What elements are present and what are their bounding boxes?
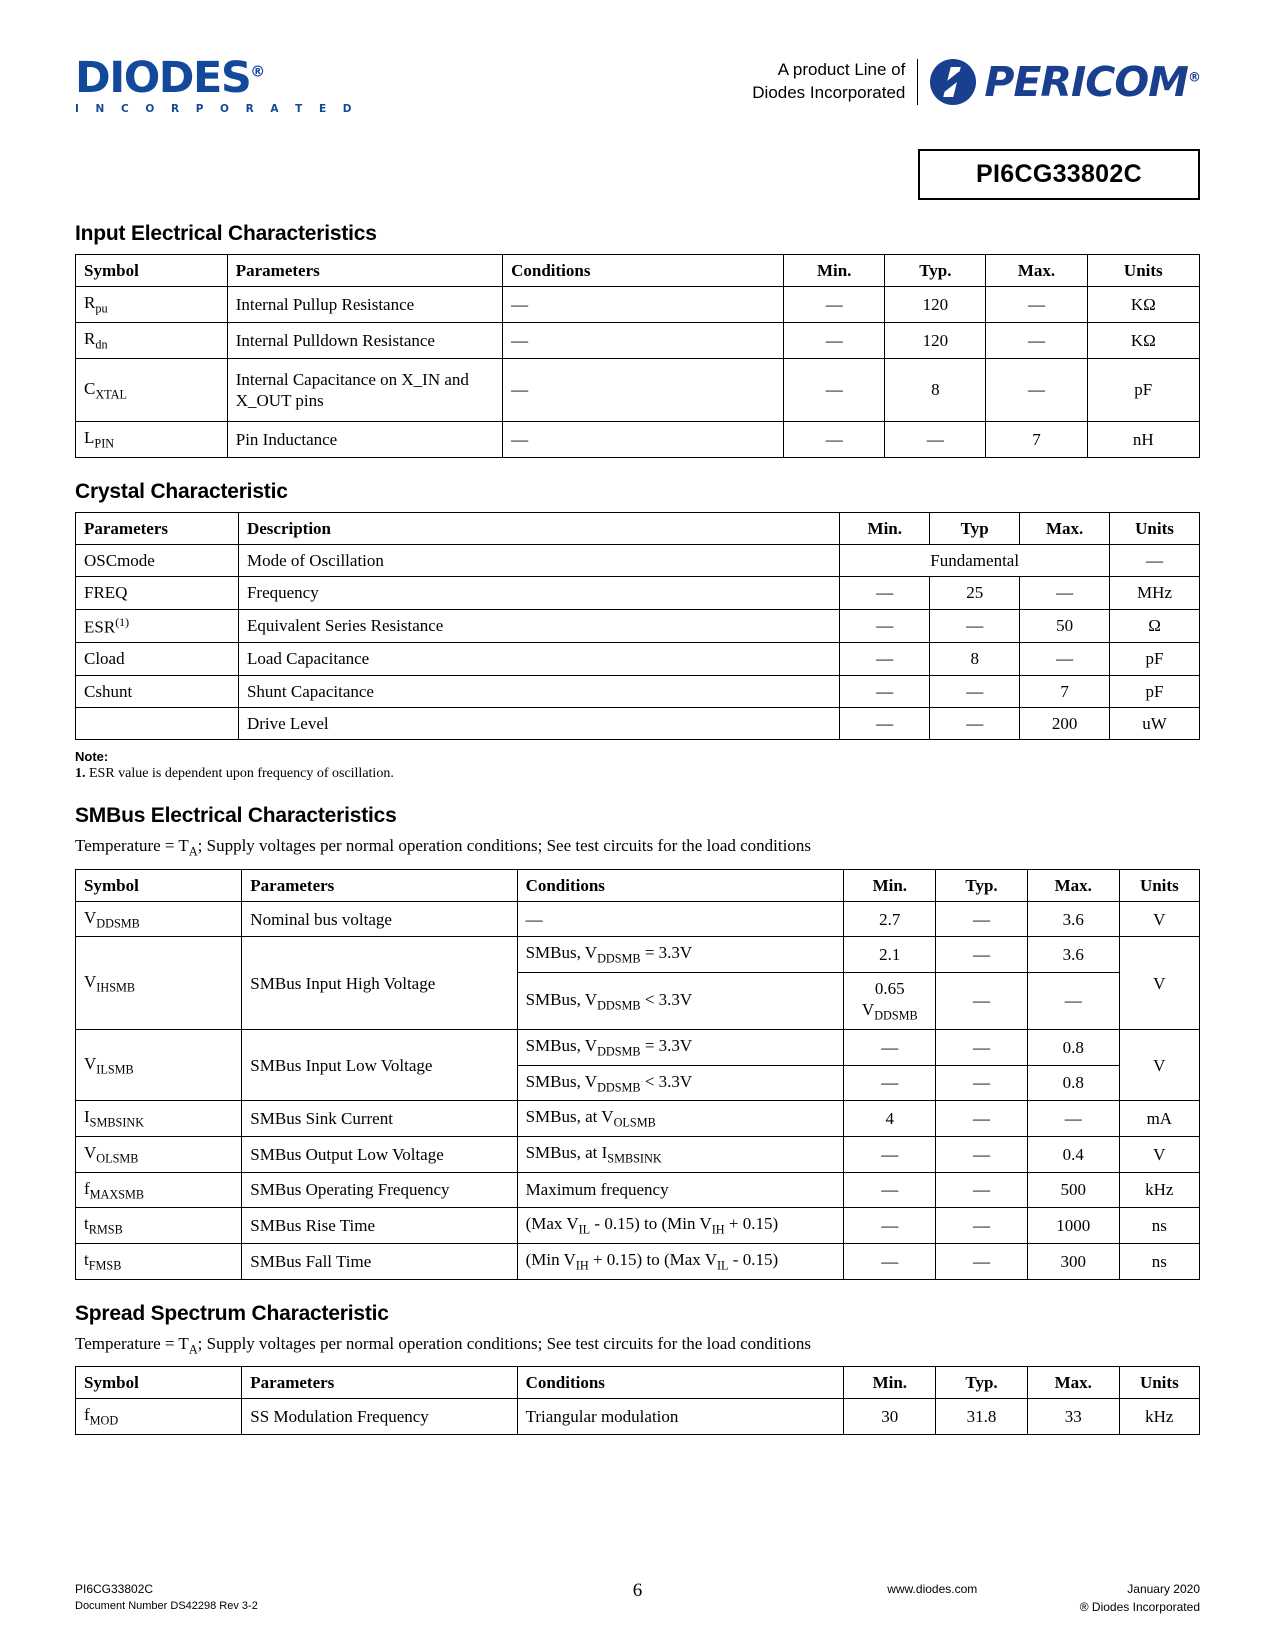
table-row xyxy=(76,1399,1200,1435)
cell-units: Ω xyxy=(1110,609,1200,643)
table-header-row xyxy=(76,255,1200,287)
cell-min: — xyxy=(840,643,930,675)
smbus-conditions-line: Temperature = $T_A$; Supply voltages per normal operation conditions; See test circuits for the load conditions xyxy=(75,836,811,859)
cell-min: 2.1 xyxy=(844,937,936,973)
cell-max: 1000 xyxy=(1027,1208,1119,1244)
footer-website[interactable]: www.diodes.com xyxy=(887,1582,978,1596)
table-row xyxy=(76,358,1200,422)
col-typ: Typ xyxy=(930,512,1020,544)
cell-parameter: SMBus Operating Frequency xyxy=(242,1172,517,1208)
cell-conditions: SMBus, $V_{DDSMB} = 3.3V$ xyxy=(517,937,844,973)
cell-typ: 120 xyxy=(885,287,986,323)
table-row xyxy=(76,287,1200,323)
col-units: Units xyxy=(1119,1367,1199,1399)
cell-symbol: $t_{FMSB}$ xyxy=(76,1244,242,1280)
table-row xyxy=(76,545,1200,577)
cell-symbol: $R_{pu}$ xyxy=(76,287,228,323)
table-row xyxy=(76,1244,1200,1280)
pericom-logo xyxy=(918,59,1200,105)
cell-units: V xyxy=(1119,937,1199,1030)
footer-date: January 2020 xyxy=(1127,1582,1200,1596)
table-row xyxy=(76,1137,1200,1173)
cell-parameter: FREQ xyxy=(76,577,239,609)
table-row xyxy=(76,609,1200,643)
cell-min: — xyxy=(844,1030,936,1066)
cell-max: 200 xyxy=(1020,707,1110,739)
col-conditions: Conditions xyxy=(517,869,844,901)
cell-max: 7 xyxy=(1020,675,1110,707)
cell-parameter: Cload xyxy=(76,643,239,675)
cell-parameter: Internal Capacitance on X_IN and X_OUT pins xyxy=(227,358,502,422)
cell-parameter: Internal Pulldown Resistance xyxy=(227,322,502,358)
page-header xyxy=(75,45,1200,137)
cell-parameter: SMBus Input High Voltage xyxy=(242,937,517,1030)
cell-symbol: $L_{PIN}$ xyxy=(76,422,228,458)
cell-max: 500 xyxy=(1027,1172,1119,1208)
cell-conditions: — xyxy=(503,358,784,422)
cell-units: KΩ xyxy=(1087,322,1199,358)
col-parameters: Parameters xyxy=(242,869,517,901)
cell-typ: — xyxy=(936,1244,1028,1280)
col-description: Description xyxy=(238,512,839,544)
cell-typ: — xyxy=(936,1172,1028,1208)
cell-typ: — xyxy=(936,1030,1028,1066)
cell-max: — xyxy=(1020,577,1110,609)
cell-parameter: SMBus Output Low Voltage xyxy=(242,1137,517,1173)
cell-max: 300 xyxy=(1027,1244,1119,1280)
cell-merged-value: Fundamental xyxy=(840,545,1110,577)
table-row xyxy=(76,1101,1200,1137)
cell-units: — xyxy=(1110,545,1200,577)
cell-typ: — xyxy=(936,901,1028,937)
cell-description: Drive Level xyxy=(238,707,839,739)
cell-min: — xyxy=(840,609,930,643)
pericom-brand-block xyxy=(752,45,1200,105)
cell-min: — xyxy=(844,1065,936,1101)
cell-min: — xyxy=(844,1208,936,1244)
cell-typ: — xyxy=(885,422,986,458)
table-header-row xyxy=(76,1367,1200,1399)
cell-min: 30 xyxy=(844,1399,936,1435)
col-units: Units xyxy=(1119,869,1199,901)
cell-parameter: SMBus Rise Time xyxy=(242,1208,517,1244)
table-smbus-electrical xyxy=(75,869,1200,1280)
pericom-wordmark: PERICOM® xyxy=(984,57,1200,106)
cell-max: 3.6 xyxy=(1027,901,1119,937)
cell-units: V xyxy=(1119,1137,1199,1173)
cell-max: — xyxy=(1027,973,1119,1030)
cell-parameter: Internal Pullup Resistance xyxy=(227,287,502,323)
cell-min: 4 xyxy=(844,1101,936,1137)
cell-symbol: $V_{DDSMB}$ xyxy=(76,901,242,937)
note-item: 1. ESR value is dependent upon frequency of oscillation. xyxy=(75,766,394,782)
cell-typ: 31.8 xyxy=(936,1399,1028,1435)
table-row xyxy=(76,675,1200,707)
cell-max: 50 xyxy=(1020,609,1110,643)
cell-max: — xyxy=(1020,643,1110,675)
cell-conditions: SMBus, at $I_{SMBSINK}$ xyxy=(517,1137,844,1173)
footer-right xyxy=(887,1580,1200,1616)
cell-conditions: Maximum frequency xyxy=(517,1172,844,1208)
cell-symbol: $V_{ILSMB}$ xyxy=(76,1030,242,1101)
section-title-smbus: SMBus Electrical Characteristics xyxy=(75,804,397,828)
cell-typ: — xyxy=(936,1137,1028,1173)
cell-typ: — xyxy=(936,973,1028,1030)
cell-symbol: $V_{OLSMB}$ xyxy=(76,1137,242,1173)
table-row xyxy=(76,422,1200,458)
cell-units: kHz xyxy=(1119,1172,1199,1208)
cell-units: V xyxy=(1119,901,1199,937)
cell-parameter: SMBus Sink Current xyxy=(242,1101,517,1137)
product-line-tagline xyxy=(752,59,918,105)
cell-symbol: $f_{MOD}$ xyxy=(76,1399,242,1435)
cell-parameter xyxy=(76,707,239,739)
cell-conditions: — xyxy=(503,287,784,323)
footer-document-number: Document Number DS42298 Rev 3-2 xyxy=(75,1600,258,1612)
col-units: Units xyxy=(1110,512,1200,544)
part-number-box: PI6CG33802C xyxy=(918,149,1200,200)
cell-description: Mode of Oscillation xyxy=(238,545,839,577)
col-max: Max. xyxy=(1027,869,1119,901)
col-symbol: Symbol xyxy=(76,255,228,287)
part-number-row xyxy=(75,149,1200,200)
table-input-electrical xyxy=(75,254,1200,458)
col-min: Min. xyxy=(844,869,936,901)
cell-min: — xyxy=(840,675,930,707)
note-title: Note: xyxy=(75,749,109,765)
col-max: Max. xyxy=(986,255,1087,287)
cell-symbol: $C_{XTAL}$ xyxy=(76,358,228,422)
cell-units: kHz xyxy=(1119,1399,1199,1435)
cell-max: — xyxy=(1027,1101,1119,1137)
cell-units: ns xyxy=(1119,1208,1199,1244)
col-min: Min. xyxy=(840,512,930,544)
cell-typ: — xyxy=(936,1208,1028,1244)
footer-part-number: PI6CG33802C xyxy=(75,1582,154,1596)
cell-typ: — xyxy=(930,707,1020,739)
cell-symbol: $t_{RMSB}$ xyxy=(76,1208,242,1244)
page-footer xyxy=(75,1580,1200,1616)
cell-parameter: Cshunt xyxy=(76,675,239,707)
cell-typ: 8 xyxy=(885,358,986,422)
cell-description: Equivalent Series Resistance xyxy=(238,609,839,643)
cell-symbol: $I_{SMBSINK}$ xyxy=(76,1101,242,1137)
cell-min: 2.7 xyxy=(844,901,936,937)
col-parameters: Parameters xyxy=(242,1367,517,1399)
cell-conditions: SMBus, $V_{DDSMB} = 3.3V$ xyxy=(517,1030,844,1066)
col-conditions: Conditions xyxy=(517,1367,844,1399)
cell-min: — xyxy=(844,1137,936,1173)
cell-max: 7 xyxy=(986,422,1087,458)
cell-units: V xyxy=(1119,1030,1199,1101)
col-max: Max. xyxy=(1020,512,1110,544)
cell-min: — xyxy=(784,287,885,323)
cell-units: mA xyxy=(1119,1101,1199,1137)
cell-max: 33 xyxy=(1027,1399,1119,1435)
cell-min: 0.65 $V_{DDSMB}$ xyxy=(844,973,936,1030)
col-parameters: Parameters xyxy=(76,512,239,544)
tagline-line-1: A product Line of xyxy=(777,60,906,80)
cell-description: Frequency xyxy=(238,577,839,609)
cell-max: 0.4 xyxy=(1027,1137,1119,1173)
col-min: Min. xyxy=(844,1367,936,1399)
table-row xyxy=(76,1172,1200,1208)
cell-units: MHz xyxy=(1110,577,1200,609)
cell-min: — xyxy=(840,707,930,739)
col-parameters: Parameters xyxy=(227,255,502,287)
col-typ: Typ. xyxy=(936,869,1028,901)
cell-units: pF xyxy=(1110,643,1200,675)
cell-units: pF xyxy=(1110,675,1200,707)
col-min: Min. xyxy=(784,255,885,287)
cell-max: — xyxy=(986,322,1087,358)
table-row xyxy=(76,1030,1200,1066)
spread-spectrum-conditions-line: Temperature = $T_A$; Supply voltages per normal operation conditions; See test circuits for the load conditions xyxy=(75,1333,811,1357)
table-row xyxy=(76,322,1200,358)
col-symbol: Symbol xyxy=(76,1367,242,1399)
cell-conditions: (Min $V_{IH} + 0.15$) to (Max $V_{IL} - 0.15$) xyxy=(517,1244,844,1280)
cell-parameter: Pin Inductance xyxy=(227,422,502,458)
cell-units: ns xyxy=(1119,1244,1199,1280)
cell-conditions: — xyxy=(503,422,784,458)
cell-typ: — xyxy=(930,609,1020,643)
cell-max: — xyxy=(986,358,1087,422)
pericom-mark-icon xyxy=(930,59,976,105)
cell-symbol: $f_{MAXSMB}$ xyxy=(76,1172,242,1208)
cell-typ: 8 xyxy=(930,643,1020,675)
cell-max: 3.6 xyxy=(1027,937,1119,973)
table-row xyxy=(76,1208,1200,1244)
cell-conditions: — xyxy=(503,322,784,358)
table-header-row xyxy=(76,869,1200,901)
cell-conditions: (Max $V_{IL} - 0.15$) to (Min $V_{IH} + 0.15$) xyxy=(517,1208,844,1244)
cell-parameter: OSCmode xyxy=(76,545,239,577)
cell-units: pF xyxy=(1087,358,1199,422)
table-crystal-characteristic xyxy=(75,512,1200,740)
cell-min: — xyxy=(784,358,885,422)
cell-parameter: SS Modulation Frequency xyxy=(242,1399,517,1435)
table-row xyxy=(76,643,1200,675)
cell-typ: — xyxy=(936,1065,1028,1101)
cell-parameter: ESR$^{(1)}$ xyxy=(76,609,239,643)
footer-copyright: ® Diodes Incorporated xyxy=(1079,1600,1200,1614)
cell-typ: — xyxy=(936,937,1028,973)
cell-conditions: SMBus, $V_{DDSMB} < 3.3V$ xyxy=(517,973,844,1030)
cell-units: KΩ xyxy=(1087,287,1199,323)
cell-conditions: SMBus, $V_{DDSMB} < 3.3V$ xyxy=(517,1065,844,1101)
cell-typ: 25 xyxy=(930,577,1020,609)
cell-conditions: SMBus, at $V_{OLSMB}$ xyxy=(517,1101,844,1137)
cell-typ: 120 xyxy=(885,322,986,358)
table-row xyxy=(76,937,1200,973)
cell-min: — xyxy=(844,1244,936,1280)
footer-page-number: 6 xyxy=(632,1580,643,1601)
cell-min: — xyxy=(784,422,885,458)
col-typ: Typ. xyxy=(885,255,986,287)
cell-parameter: SMBus Input Low Voltage xyxy=(242,1030,517,1101)
cell-min: — xyxy=(840,577,930,609)
col-conditions: Conditions xyxy=(503,255,784,287)
footer-left xyxy=(75,1580,258,1615)
diodes-incorporated-label: I N C O R P O R A T E D xyxy=(75,103,359,115)
cell-conditions: — xyxy=(517,901,844,937)
cell-min: — xyxy=(844,1172,936,1208)
tagline-line-2: Diodes Incorporated xyxy=(752,83,906,102)
cell-conditions: Triangular modulation xyxy=(517,1399,844,1435)
cell-max: — xyxy=(986,287,1087,323)
section-title-input-electrical: Input Electrical Characteristics xyxy=(75,222,377,245)
cell-units: nH xyxy=(1087,422,1199,458)
section-title-crystal: Crystal Characteristic xyxy=(75,479,288,503)
cell-typ: — xyxy=(930,675,1020,707)
cell-description: Load Capacitance xyxy=(238,643,839,675)
cell-units: uW xyxy=(1110,707,1200,739)
col-max: Max. xyxy=(1027,1367,1119,1399)
cell-max: 0.8 xyxy=(1027,1030,1119,1066)
diodes-logo xyxy=(75,45,358,115)
table-row xyxy=(76,707,1200,739)
table-header-row xyxy=(76,512,1200,544)
diodes-wordmark: DIODES® xyxy=(75,53,264,103)
cell-description: Shunt Capacitance xyxy=(238,675,839,707)
cell-typ: — xyxy=(936,1101,1028,1137)
col-units: Units xyxy=(1087,255,1199,287)
cell-symbol: $R_{dn}$ xyxy=(76,322,228,358)
cell-min: — xyxy=(784,322,885,358)
cell-parameter: Nominal bus voltage xyxy=(242,901,517,937)
section-title-spread-spectrum: Spread Spectrum Characteristic xyxy=(75,1301,389,1325)
table-row xyxy=(76,577,1200,609)
cell-parameter: SMBus Fall Time xyxy=(242,1244,517,1280)
table-row xyxy=(76,901,1200,937)
table-spread-spectrum xyxy=(75,1366,1200,1435)
cell-max: 0.8 xyxy=(1027,1065,1119,1101)
cell-symbol: $V_{IHSMB}$ xyxy=(76,937,242,1030)
col-typ: Typ. xyxy=(936,1367,1028,1399)
col-symbol: Symbol xyxy=(76,869,242,901)
